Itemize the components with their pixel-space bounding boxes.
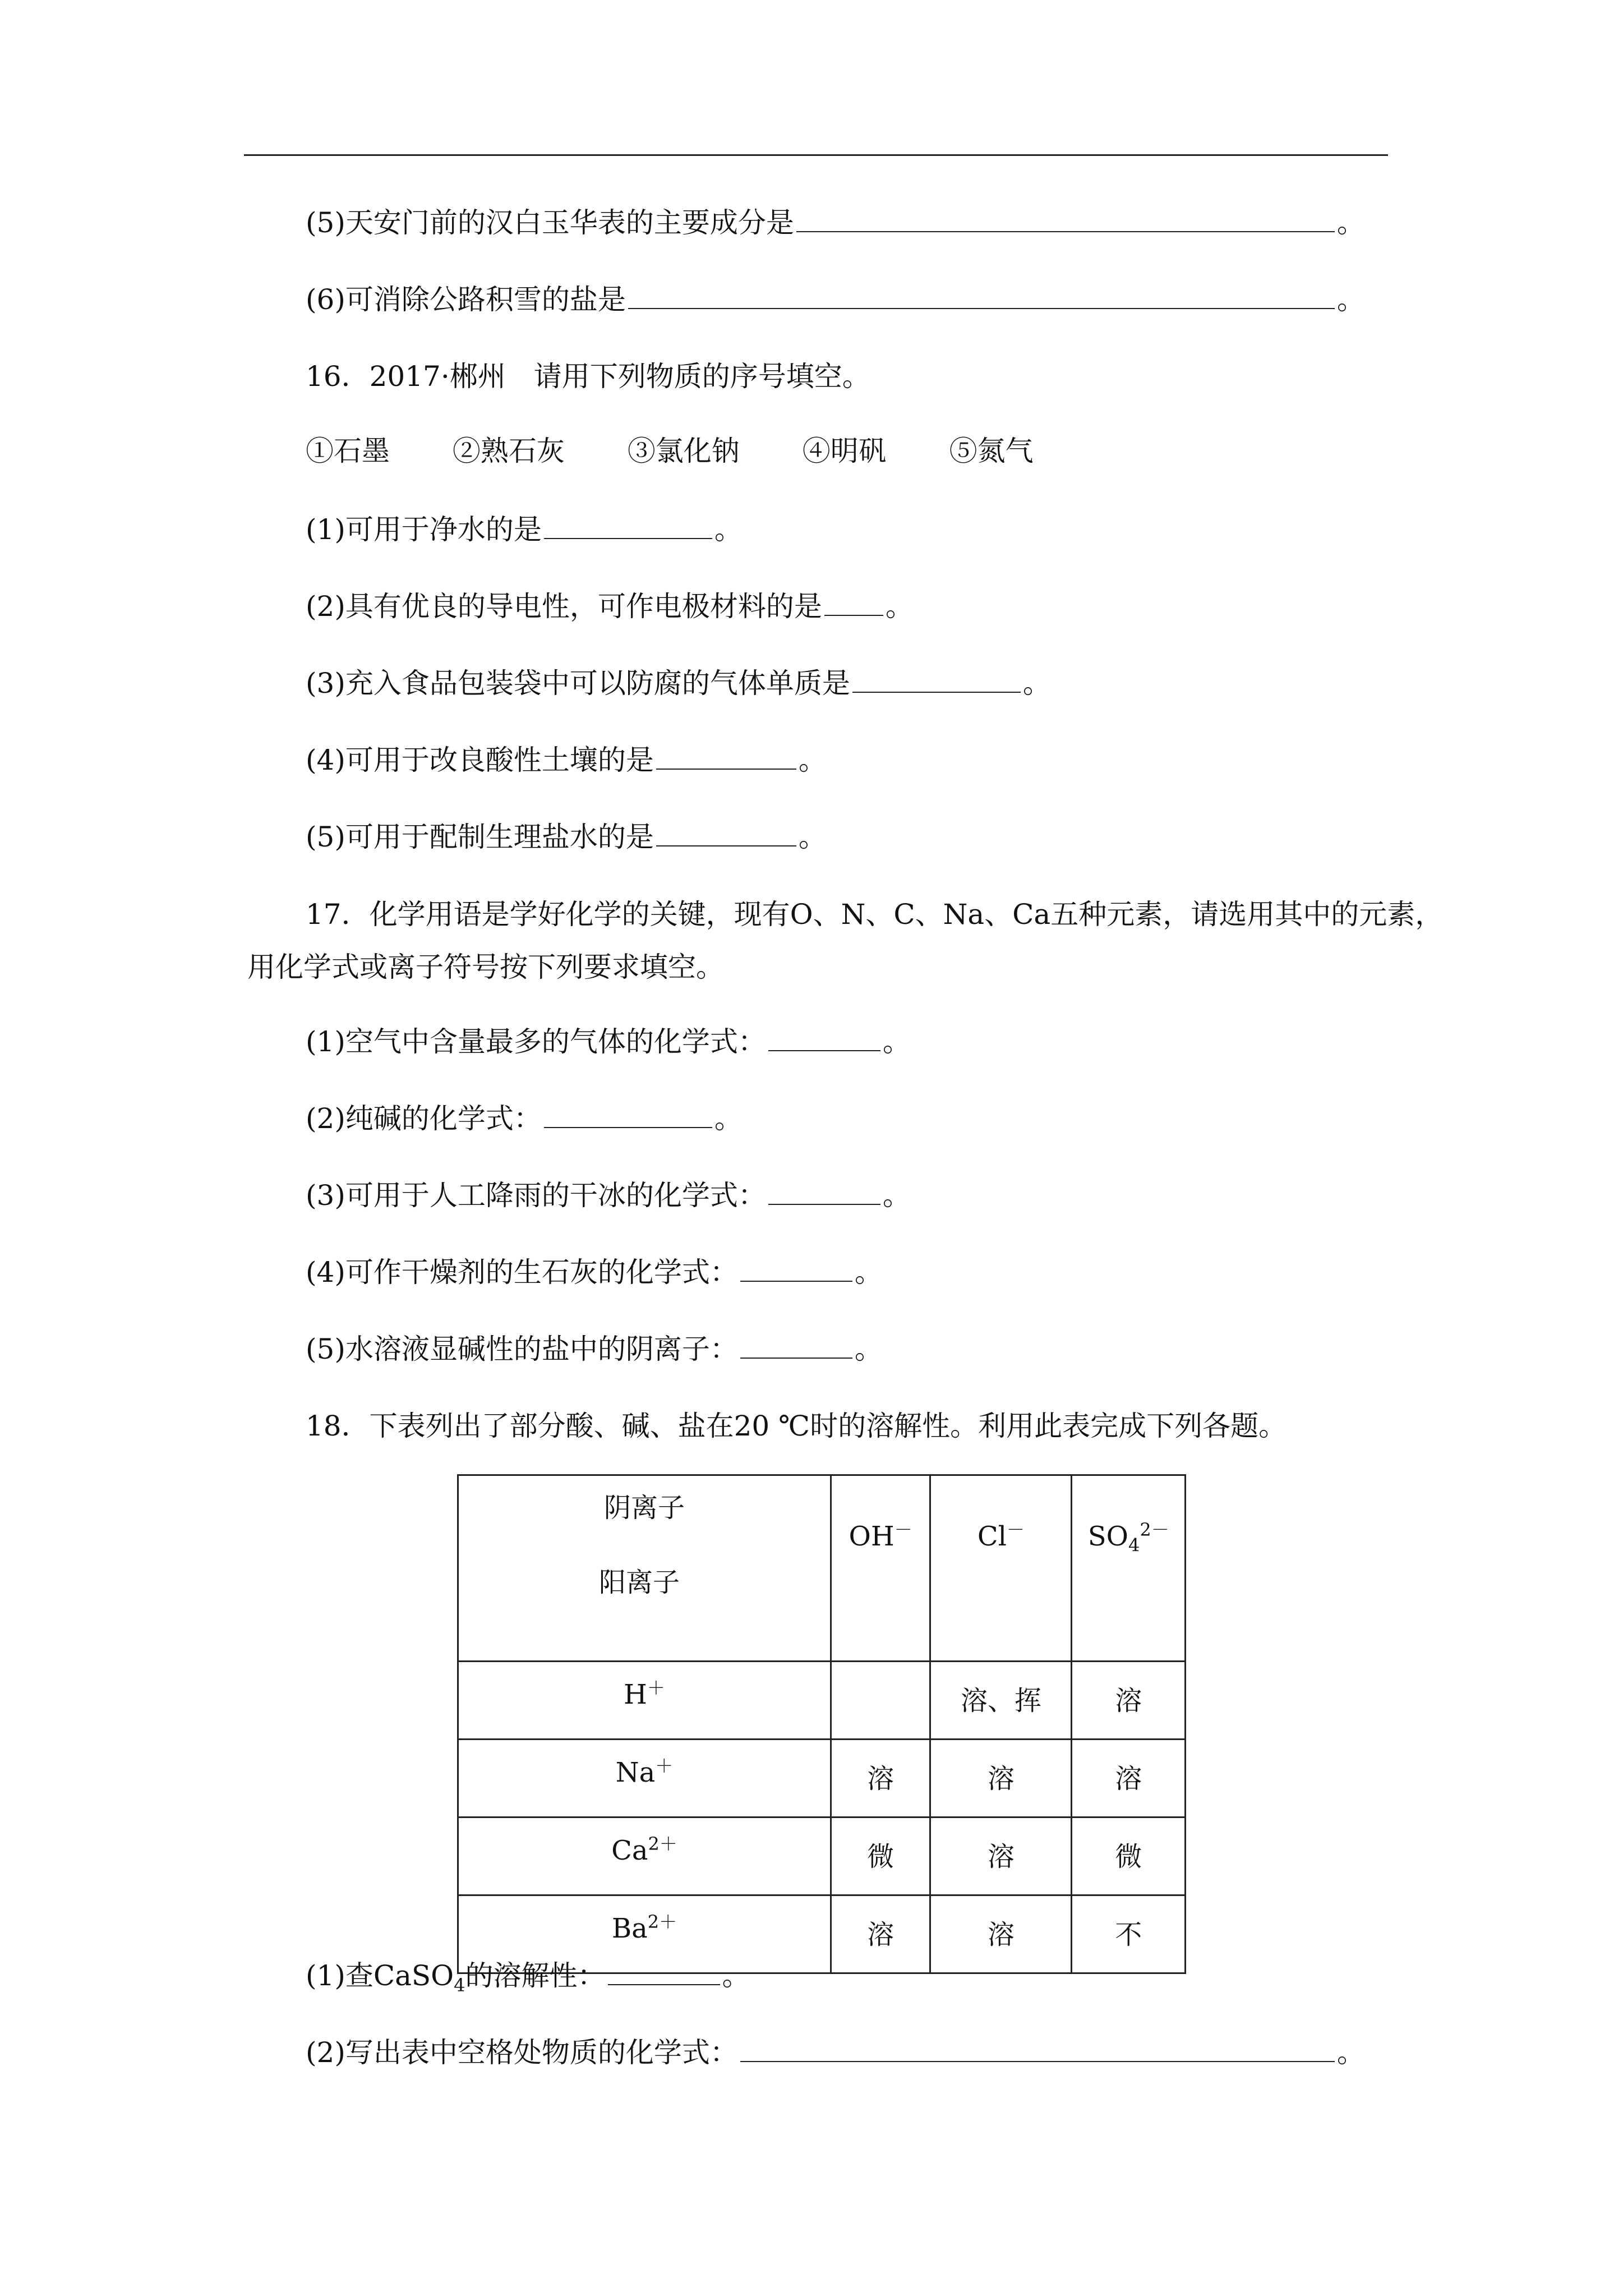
q16-item-1 <box>306 512 743 547</box>
cation-cell <box>458 1662 831 1740</box>
solubility-cell <box>930 1818 1072 1895</box>
solubility-value: 不 <box>1115 1919 1142 1950</box>
q15-item-5-text: (5)天安门前的汉白玉华表的主要成分是 <box>306 206 794 239</box>
q16-options <box>306 433 1087 469</box>
answer-blank[interactable] <box>796 206 1335 232</box>
q16-item-1-text: (1)可用于净水的是 <box>306 513 542 546</box>
solubility-cell <box>930 1895 1072 1973</box>
solubility-cell <box>831 1740 930 1818</box>
solubility-cell <box>831 1895 930 1973</box>
corner-cation-label: 阳离子 <box>599 1567 680 1598</box>
q17-heading-line-1: 17．化学用语是学好化学的关键，现有O、N、C、Na、Ca五种元素，请选用其中的元素， <box>306 898 1444 931</box>
header-rule <box>244 154 1388 156</box>
q15-item-5 <box>306 205 1365 241</box>
q16-item-5-end: 。 <box>798 821 827 853</box>
solubility-value: 微 <box>867 1841 895 1872</box>
solubility-value <box>832 1662 929 1679</box>
q17-item-4-end: 。 <box>854 1256 883 1289</box>
answer-blank[interactable] <box>740 2036 1335 2062</box>
q17-item-1-text: (1)空气中含量最多的气体的化学式： <box>306 1025 766 1058</box>
q18-heading: 18．下表列出了部分酸、碱、盐在20 ℃时的溶解性。利用此表完成下列各题。 <box>306 1410 1287 1442</box>
q17-heading-line-2: 用化学式或离子符号按下列要求填空。 <box>247 951 724 983</box>
q17-item-1-end: 。 <box>882 1025 911 1058</box>
solubility-cell <box>1072 1895 1186 1973</box>
answer-blank[interactable] <box>544 513 712 539</box>
anion-header <box>1072 1475 1186 1662</box>
table-row <box>458 1662 1186 1740</box>
solubility-value: 溶 <box>987 1919 1015 1950</box>
solubility-value: 溶 <box>987 1763 1015 1795</box>
anion-charge: 2－ <box>1140 1519 1169 1540</box>
solubility-value: 溶 <box>1115 1685 1142 1717</box>
solubility-value: 溶 <box>867 1763 895 1795</box>
q16-item-3-text: (3)充入食品包装袋中可以防腐的气体单质是 <box>306 667 850 700</box>
answer-blank[interactable] <box>656 821 796 846</box>
solubility-value: 溶 <box>987 1841 1015 1872</box>
q17-item-5-end: 。 <box>854 1333 883 1365</box>
q16-item-2-text: (2)具有优良的导电性，可作电极材料的是 <box>306 590 822 623</box>
q15-item-6-text: (6)可消除公路积雪的盐是 <box>306 283 626 316</box>
table-row <box>458 1818 1186 1895</box>
answer-blank[interactable] <box>824 590 883 616</box>
q17-item-5 <box>306 1331 883 1367</box>
q16-item-2-end: 。 <box>885 590 914 623</box>
cation-base: Ba <box>611 1913 648 1944</box>
option: ④明矾 <box>802 435 887 467</box>
cation-cell <box>458 1818 831 1895</box>
q16-item-1-end: 。 <box>714 513 743 546</box>
q17-item-5-text: (5)水溶液显碱性的盐中的阴离子： <box>306 1333 738 1365</box>
option: ③氯化钠 <box>627 435 740 467</box>
answer-blank[interactable] <box>768 1025 880 1051</box>
q16-item-5-text: (5)可用于配制生理盐水的是 <box>306 821 654 853</box>
q15-item-6 <box>306 282 1365 318</box>
q18-item-1-post: 的溶解性： <box>465 1959 606 1992</box>
q17-item-3 <box>306 1177 911 1213</box>
answer-blank[interactable] <box>656 744 796 770</box>
q16-item-4-end: 。 <box>798 744 827 776</box>
solubility-cell <box>831 1818 930 1895</box>
q17-item-2-text: (2)纯碱的化学式： <box>306 1102 542 1135</box>
cation-cell <box>458 1740 831 1818</box>
cation-base: H <box>624 1679 647 1710</box>
anion-base: SO <box>1087 1521 1128 1552</box>
q17-item-2-end: 。 <box>714 1102 743 1135</box>
solubility-value: 溶 <box>1115 1763 1142 1795</box>
solubility-cell <box>1072 1740 1186 1818</box>
option: ②熟石灰 <box>452 435 565 467</box>
answer-blank[interactable] <box>544 1102 712 1128</box>
q18-item-2-text: (2)写出表中空格处物质的化学式： <box>306 2036 738 2069</box>
q17-item-2 <box>306 1101 743 1137</box>
q17-item-3-text: (3)可用于人工降雨的干冰的化学式： <box>306 1179 766 1212</box>
option: ⑤氮气 <box>949 435 1034 467</box>
q16-item-4-text: (4)可用于改良酸性土壤的是 <box>306 744 654 776</box>
answer-blank[interactable] <box>628 283 1335 309</box>
answer-blank[interactable] <box>740 1256 852 1282</box>
formula-base: CaSO <box>373 1959 454 1992</box>
cation-charge: 2＋ <box>648 1833 677 1855</box>
solubility-cell <box>930 1662 1072 1740</box>
anion-header <box>930 1475 1072 1662</box>
option: ①石墨 <box>306 435 390 467</box>
corner-anion-label: 阴离子 <box>603 1492 685 1524</box>
q16-heading: 16．2017·郴州 请用下列物质的序号填空。 <box>306 360 870 393</box>
corner-cell <box>458 1475 831 1662</box>
solubility-cell <box>930 1740 1072 1818</box>
answer-blank[interactable] <box>852 667 1021 693</box>
formula-subscript: 4 <box>454 1975 465 1996</box>
table-header-row <box>458 1475 1186 1662</box>
q18-item-2 <box>306 2035 1365 2070</box>
q15-item-5-end: 。 <box>1336 206 1365 239</box>
q18-item-1-pre: (1)查 <box>306 1959 374 1992</box>
solubility-value: 溶、挥 <box>960 1685 1041 1717</box>
q16-item-3 <box>306 665 1051 701</box>
cation-base: Na <box>615 1757 656 1788</box>
answer-blank[interactable] <box>740 1333 852 1359</box>
solubility-cell <box>1072 1818 1186 1895</box>
cation-base: Ca <box>611 1835 648 1866</box>
anion-charge: － <box>894 1519 912 1540</box>
anion-charge: － <box>1006 1519 1025 1540</box>
q15-item-6-end: 。 <box>1336 283 1365 316</box>
solubility-table <box>457 1474 1186 1974</box>
anion-header <box>831 1475 930 1662</box>
solubility-cell <box>831 1662 930 1740</box>
cation-charge: ＋ <box>647 1677 665 1699</box>
q18-item-2-end: 。 <box>1336 2036 1365 2069</box>
solubility-value: 溶 <box>867 1919 895 1950</box>
q17-item-4 <box>306 1254 883 1290</box>
q16-item-2 <box>306 588 914 624</box>
q17-item-4-text: (4)可作干燥剂的生石灰的化学式： <box>306 1256 738 1289</box>
cation-charge: 2＋ <box>647 1911 677 1932</box>
q16-item-3-end: 。 <box>1022 667 1051 700</box>
answer-blank[interactable] <box>608 1959 720 1985</box>
q18-item-1-end: 。 <box>722 1959 750 1992</box>
q16-item-5 <box>306 819 827 855</box>
solubility-value: 微 <box>1115 1841 1142 1872</box>
anion-base: Cl <box>977 1521 1007 1552</box>
solubility-cell <box>1072 1662 1186 1740</box>
anion-subscript: 4 <box>1128 1534 1140 1556</box>
anion-base: OH <box>849 1521 895 1552</box>
q16-item-4 <box>306 742 827 778</box>
q17-item-3-end: 。 <box>882 1179 911 1212</box>
table-row <box>458 1740 1186 1818</box>
answer-blank[interactable] <box>768 1179 880 1205</box>
q18-item-1 <box>306 1958 750 1994</box>
q17-item-1 <box>306 1024 911 1060</box>
cation-charge: ＋ <box>655 1755 674 1777</box>
